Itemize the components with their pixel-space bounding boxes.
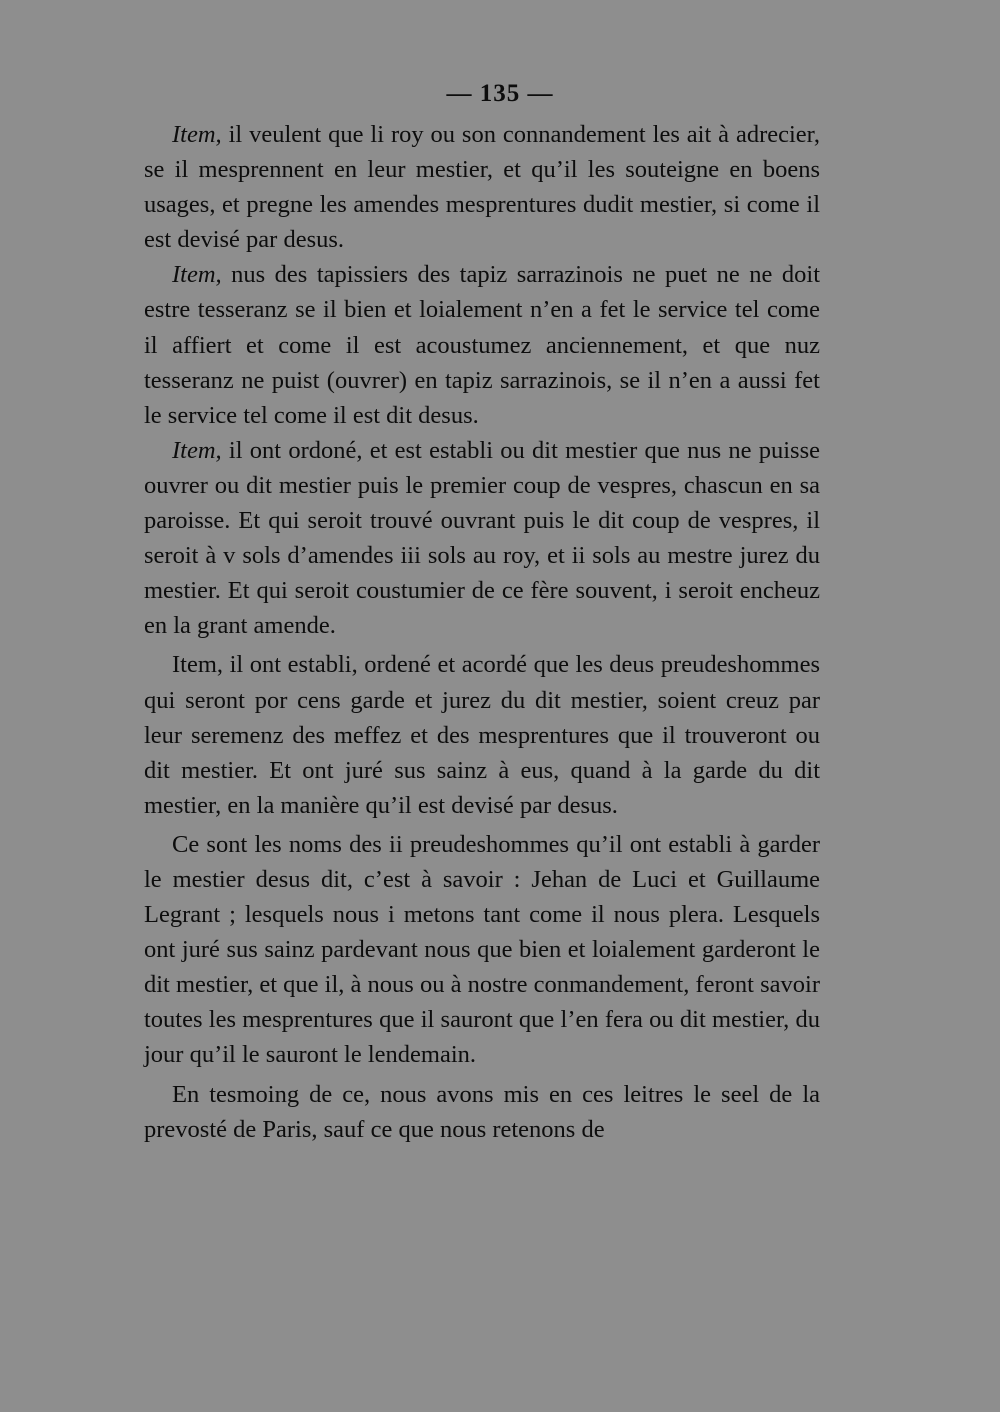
paragraph-text: En tesmoing de ce, nous avons mis en ces leitres le seel de la prevosté de Paris, sauf ce que nous retenons de	[144, 1080, 820, 1143]
paragraph-text: il ont ordoné, et est establi ou dit mestier que nus ne puisse ouvrer ou dit mestier puis le premier coup de vespres, chascun en sa paroisse. Et qui seroit trouvé ouvrant puis le dit coup de vespres, il seroit à v sols d’amendes iii sols au roy, et ii sols au mestre jurez du mestier. Et qui seroit coustumier de ce fère souvent, i seroit encheuz en la grant amende.	[144, 436, 820, 640]
paragraph-1	[144, 117, 820, 257]
paragraph-3	[144, 433, 820, 644]
paragraph-text: Ce sont les noms des ii preudeshommes qu’il ont establi à garder le mestier desus dit, c’est à savoir : Jehan de Luci et Guillaume Legrant ; lesquels nous i metons tant come il nous plera. Lesquels ont juré sus sainz pardevant nous que bien et loialement garderont le dit mestier, et que il, à nous ou à nostre conmandement, feront savoir toutes les mesprentures que il sauront que l’en fera ou dit mestier, du jour qu’il le sauront le lendemain.	[144, 830, 820, 1069]
paragraph-lead: Item,	[172, 261, 222, 289]
paragraph-text: il veulent que li roy ou son connandement les ait à adrecier, se il mesprennent en leur mestier, et qu’il les souteigne en boens usages, et pregne les amendes mesprentures dudit mestier, si come il est devisé par desus.	[144, 121, 820, 254]
body-text	[144, 117, 820, 1147]
paragraph-lead: Item,	[172, 436, 222, 464]
paragraph-5	[144, 827, 820, 1073]
page-number: — 135 —	[446, 80, 554, 107]
paragraph-text: nus des tapissiers des tapiz sarrazinois ne puet ne ne doit estre tesseranz se il bien et loialement n’en a fet le service tel come il affiert et come il est acoustumez anciennement, et que nuz tesseranz ne puist (ouvrer) en tapiz sarrazinois, se il n’en a aussi fet le service tel come il est dit desus.	[144, 261, 820, 429]
paragraph-2	[144, 257, 820, 432]
paragraph-text: Item, il ont establi, ordené et acordé que les deus preudeshommes qui seront por cens garde et jurez du dit mestier, soient creuz par leur seremenz des meffez et des mesprentures que il trouveront ou dit mestier. Et ont juré sus sainz à eus, quand à la garde du dit mestier, en la manière qu’il est devisé par desus.	[144, 651, 820, 819]
paragraph-6	[144, 1077, 820, 1147]
paragraph-4	[144, 647, 820, 822]
paragraph-lead: Item,	[172, 121, 222, 148]
